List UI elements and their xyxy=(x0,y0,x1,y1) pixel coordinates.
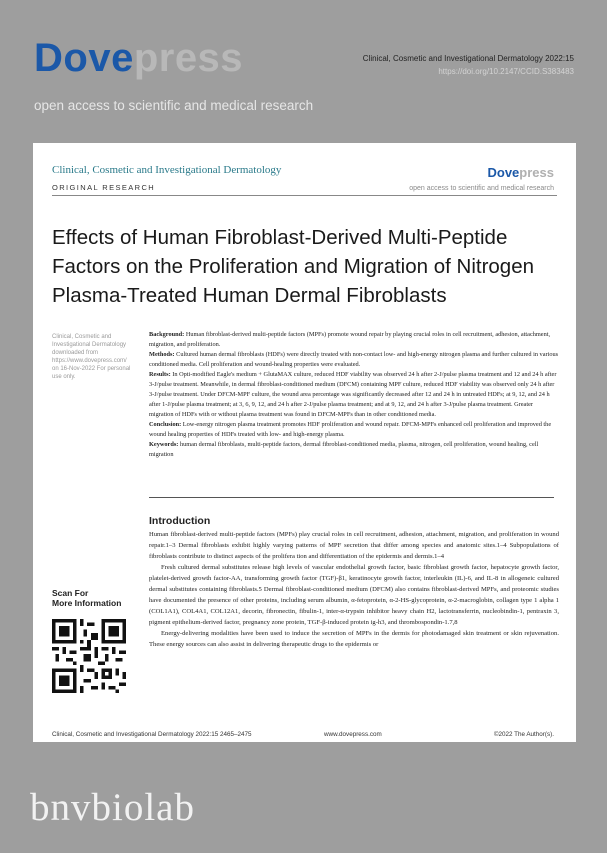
intro-paragraph-3: Energy-delivering modalities have been used to induce the secretion of MPFs in the dermis for photodamaged skin treatment or skin rejuvenation. These energy sources can also assist in delivering therapeutic drugs to the epidermis or xyxy=(149,630,559,648)
abstract-conclusion: Conclusion: Low-energy nitrogen plasma treatment promotes HDF proliferation and wound repair. DFCM-MPFs enhanced cell proliferation and improved the wound healing properties of HDFs treated with low- and high-energy plasma. xyxy=(149,421,552,438)
cover-journal-reference: Clinical, Cosmetic and Investigational Dermatology 2022:15 xyxy=(362,54,574,63)
journal-name: Clinical, Cosmetic and Investigational Dermatology xyxy=(52,164,282,176)
dovepress-logo: Dovepress xyxy=(34,36,244,80)
abstract-keywords: Keywords: human dermal fibroblasts, multi-peptide factors, dermal fibroblast-conditioned media, plasma, nitrogen, cell proliferation, wound healing, cell migration xyxy=(149,441,539,458)
abstract-background: Background: Human fibroblast-derived multi-peptide factors (MPFs) promote wound repair by playing crucial roles in cell recruitment, adhesion, attachment, migration, and proliferation. xyxy=(149,331,551,348)
article-title: Effects of Human Fibroblast-Derived Multi-Peptide Factors on the Proliferation and Migration of Nitrogen Plasma-Treated Human Dermal Fibroblasts xyxy=(52,226,535,307)
abstract xyxy=(149,330,559,460)
intro-paragraph-1: Human fibroblast-derived multi-peptide factors (MPFs) play crucial roles in cell recruitment, adhesion, attachment, migration, and proliferation in wound repair.1–3 Dermal fibroblasts exhibit highly varying patterns of MPF secretion that differ among species and anatomic sites.1–4 Subpopulations of fibroblasts contribute to distinct aspects of the prolifera tion and differentiation of the epidermis and dermis.1–4 xyxy=(149,531,559,560)
abstract-methods: Methods: Cultured human dermal fibroblasts (HDFs) were directly treated with non-contact low- and high-energy nitrogen plasma and further cultured in various conditioned media. Cell proliferation and wound-healing properties were evaluated. xyxy=(149,351,559,368)
article-body xyxy=(149,515,559,650)
footer-copyright: ©2022 The Author(s). xyxy=(493,731,554,738)
article-type: ORIGINAL RESEARCH xyxy=(52,183,156,192)
scan-for-more-info: Scan For More Information xyxy=(52,588,122,608)
cover-tagline: open access to scientific and medical research xyxy=(34,98,314,113)
introduction-heading: Introduction xyxy=(149,515,211,527)
abstract-divider xyxy=(149,497,554,498)
page-dovepress-logo: Dovepress xyxy=(487,165,554,180)
intro-paragraph-2: Fresh cultured dermal substitutes release high levels of vascular endothelial growth factor, basic fibroblast growth factor, hepatocyte growth factor, platelet-derived growth factor-AA, transforming growth factor (TGF)-β1, keratinocyte growth factor, interleukin (IL)-6, and IL-8 in allogeneic cultured dermal substitutes containing fibroblasts.5 Dermal fibroblast-conditioned medium (DFCM) also contains fibroblast-derived MPFs, and proteomic studies have documented the presence of other proteins, including serum albumin, α-fetoprotein, α-2-HS-glycoprotein, α-2-macroglobin, collagen type 1 alpha 1 (COL1A1), COL4A1, COL12A1, decorin, fibronectin, fibulin-1, inter-α-trypsin inhibitor heavy chain H2, lactotransferrin, nucleobindin-1, pentraxin 3, pigment epithelium-derived factor, pregnancy zone protein, TGF-β-induced protein ig-h3, and thrombospondin-1.7,8 xyxy=(149,564,559,626)
watermark-logo: bnvbiolab xyxy=(30,786,195,829)
footer-citation: Clinical, Cosmetic and Investigational Dermatology 2022:15 2465–2475 xyxy=(52,731,252,738)
qr-code-icon[interactable] xyxy=(52,619,126,693)
article-page xyxy=(33,143,576,742)
doi-link[interactable]: https://doi.org/10.2147/CCID.S383483 xyxy=(438,67,574,76)
abstract-results: Results: In Opti-modified Eagle's medium + GlutaMAX culture, reduced HDF viability was observed 24 h after 2-J/pulse plasma treatment and 12 and 24 h after 3-J/pulse treatment. Meanwhile, in dermal fibroblast-conditioned medium (DFCM) containing MPF culture, reduced HDF viability was observed only 24 h after 3-J/pulse treatment. Under DFCM-MPF culture, the wound area percentage was significantly decreased after 12 and 24 h in untreated HDFs; at 9, 12, and 24 h after 1-J/pulse plasma treatment; at 3, 6, 9, 12, and 24 h after 2-J/pulse plasma treatment; and at 9, 12, and 24 h after 3-J/pulse plasma treatment. Greater migration of HDFs with or without plasma treatment was found in DFCM-MPFs than in other conditioned media. xyxy=(149,371,557,418)
page-logo-tagline: open access to scientific and medical research xyxy=(409,185,554,192)
download-note: Clinical, Cosmetic and Investigational Dermatology downloaded from https://www.dovepress.com/ on 16-Nov-2022 For personal use only. xyxy=(52,334,131,380)
header-divider xyxy=(52,195,557,196)
footer-website-link[interactable]: www.dovepress.com xyxy=(324,731,382,738)
